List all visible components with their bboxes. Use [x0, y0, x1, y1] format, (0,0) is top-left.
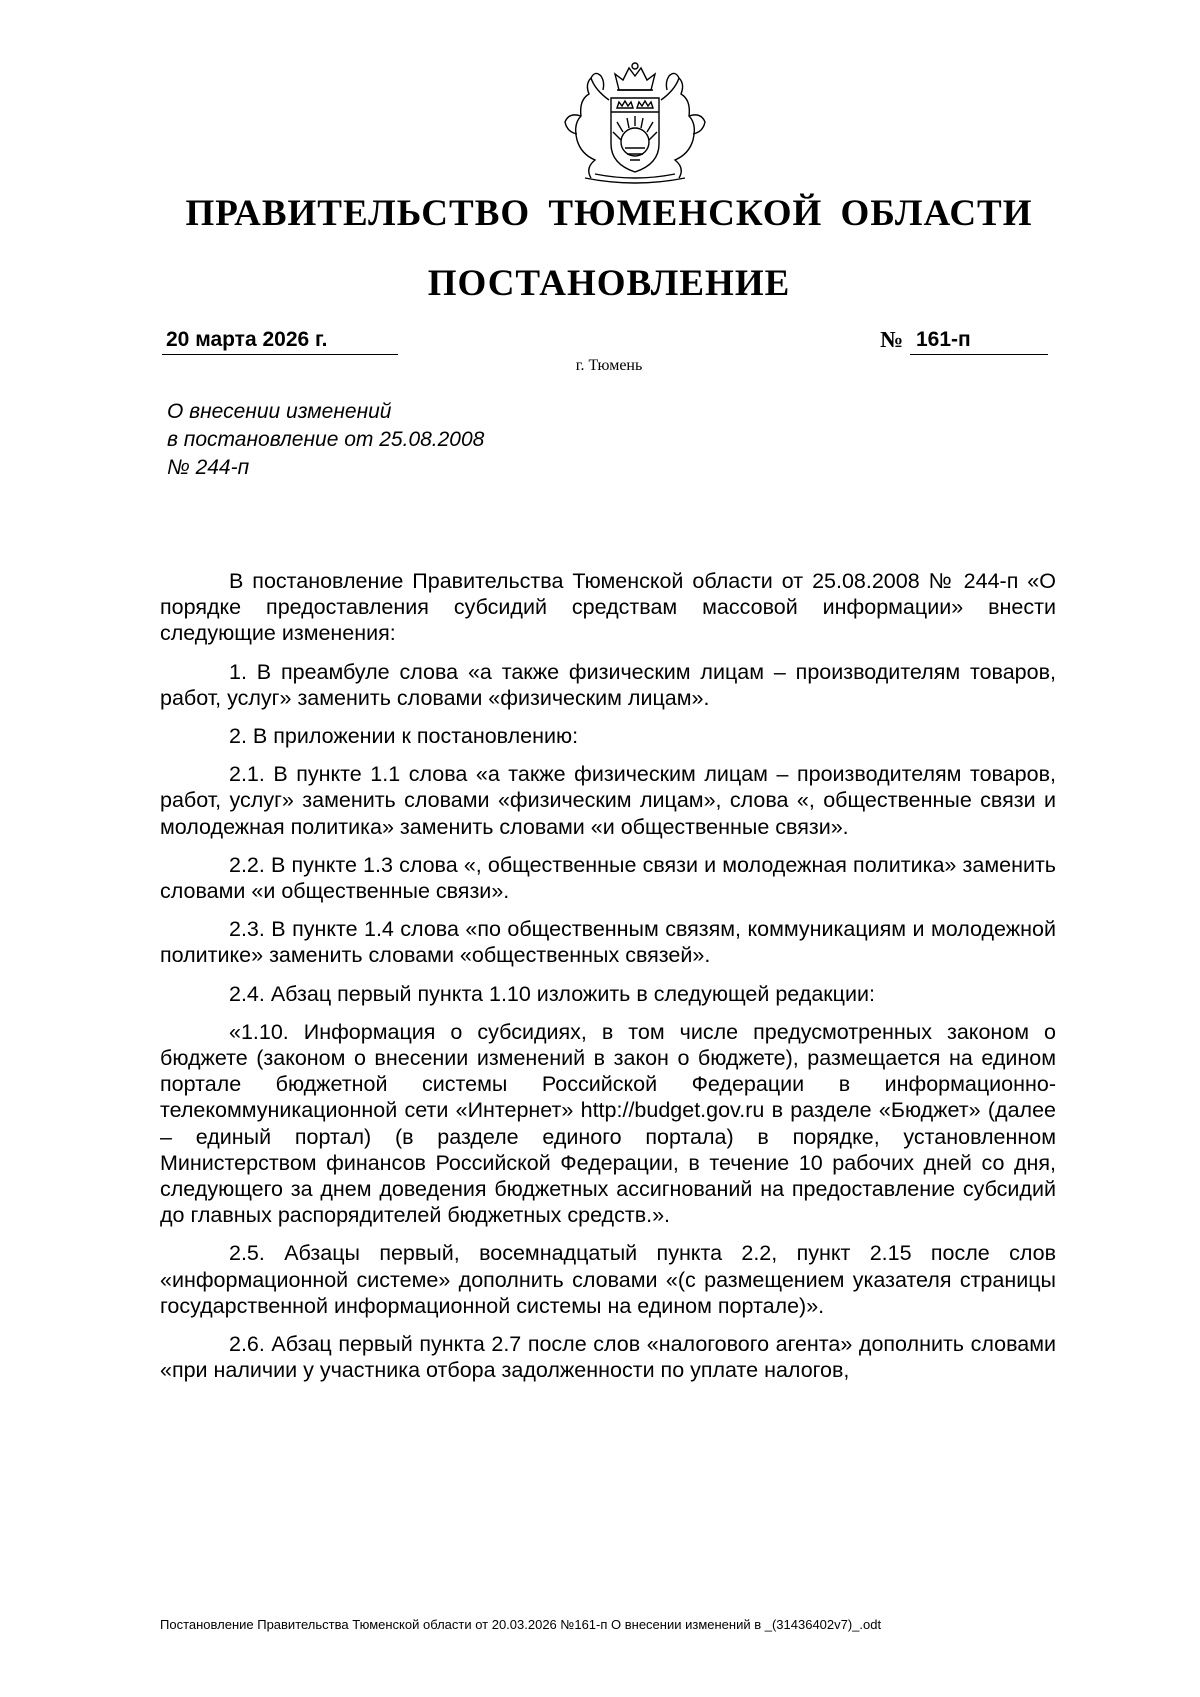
document-body — [160, 568, 1056, 1395]
document-date-field — [162, 326, 398, 355]
government-title: ПРАВИТЕЛЬСТВО ТЮМЕНСКОЙ ОБЛАСТИ — [185, 193, 1033, 234]
document-number: 161-п — [916, 328, 971, 351]
coat-of-arms-emblem — [555, 60, 715, 188]
document-type-title: ПОСТАНОВЛЕНИЕ — [427, 263, 791, 304]
body-paragraph: «1.10. Информация о субсидиях, в том числе предусмотренных законом о бюджете (законом о внесении изменений в закон о бюджете), размещается на едином портале бюджетной системы Российской Федерации в информационно-телекоммуникационной сети «Интернет» http://budget.gov.ru в разделе «Бюджет» (далее – единый портал) (в разделе единого портала) в порядке, установленном Министерством финансов Российской Федерации, в течение 10 рабочих дней со дня, следующего за днем доведения бюджетных ассигнований на предоставление субсидий до главных распорядителей бюджетных средств.». — [160, 1019, 1056, 1228]
document-number-field — [910, 326, 1048, 355]
body-paragraph: 2.1. В пункте 1.1 слова «а также физическим лицам – производителям товаров, работ, услуг» заменить словами «физическим лицам», слова «, общественные связи и молодежная политика» заменить словами «и общественные связи». — [160, 762, 1056, 839]
body-paragraph: 2.6. Абзац первый пункта 2.7 после слов «налогового агента» дополнить словами «при наличии у участника отбора задолженности по уплате налогов, — [160, 1332, 1056, 1383]
subject-line: № 244-п — [167, 456, 250, 479]
document-subject — [167, 398, 647, 482]
body-paragraph: 2. В приложении к постановлению: — [229, 724, 579, 749]
subject-line: в постановление от 25.08.2008 — [167, 428, 485, 451]
city-label: г. Тюмень — [575, 357, 643, 374]
body-paragraph: 2.2. В пункте 1.3 слова «, общественные связи и молодежная политика» заменить словами «и общественные связи». — [160, 852, 1056, 904]
page-footer: Постановление Правительства Тюменской области от 20.03.2026 №161-п О внесении изменений в _(31436402v7)_.odt — [160, 1617, 882, 1632]
body-paragraph: В постановление Правительства Тюменской области от 25.08.2008 № 244-п «О порядке предоставления субсидий средствам массовой информации» внести следующие изменения: — [160, 569, 1056, 646]
body-paragraph: 2.5. Абзацы первый, восемнадцатый пункта 2.2, пункт 2.15 после слов «информационной системе» дополнить словами «(с размещением указателя страницы государственной информационной системы на едином портале)». — [160, 1241, 1056, 1318]
body-paragraph: 1. В преамбуле слова «а также физическим лицам – производителям товаров, работ, услуг» заменить словами «физическим лицам». — [160, 659, 1056, 710]
body-paragraph: 2.4. Абзац первый пункта 1.10 изложить в следующей редакции: — [229, 981, 875, 1006]
number-sign: № — [880, 327, 904, 352]
subject-line: О внесении изменений — [167, 400, 392, 423]
document-date: 20 марта 2026 г. — [166, 328, 328, 351]
body-paragraph: 2.3. В пункте 1.4 слова «по общественным связям, коммуникациям и молодежной политике» заменить словами «общественных связей». — [160, 917, 1056, 968]
